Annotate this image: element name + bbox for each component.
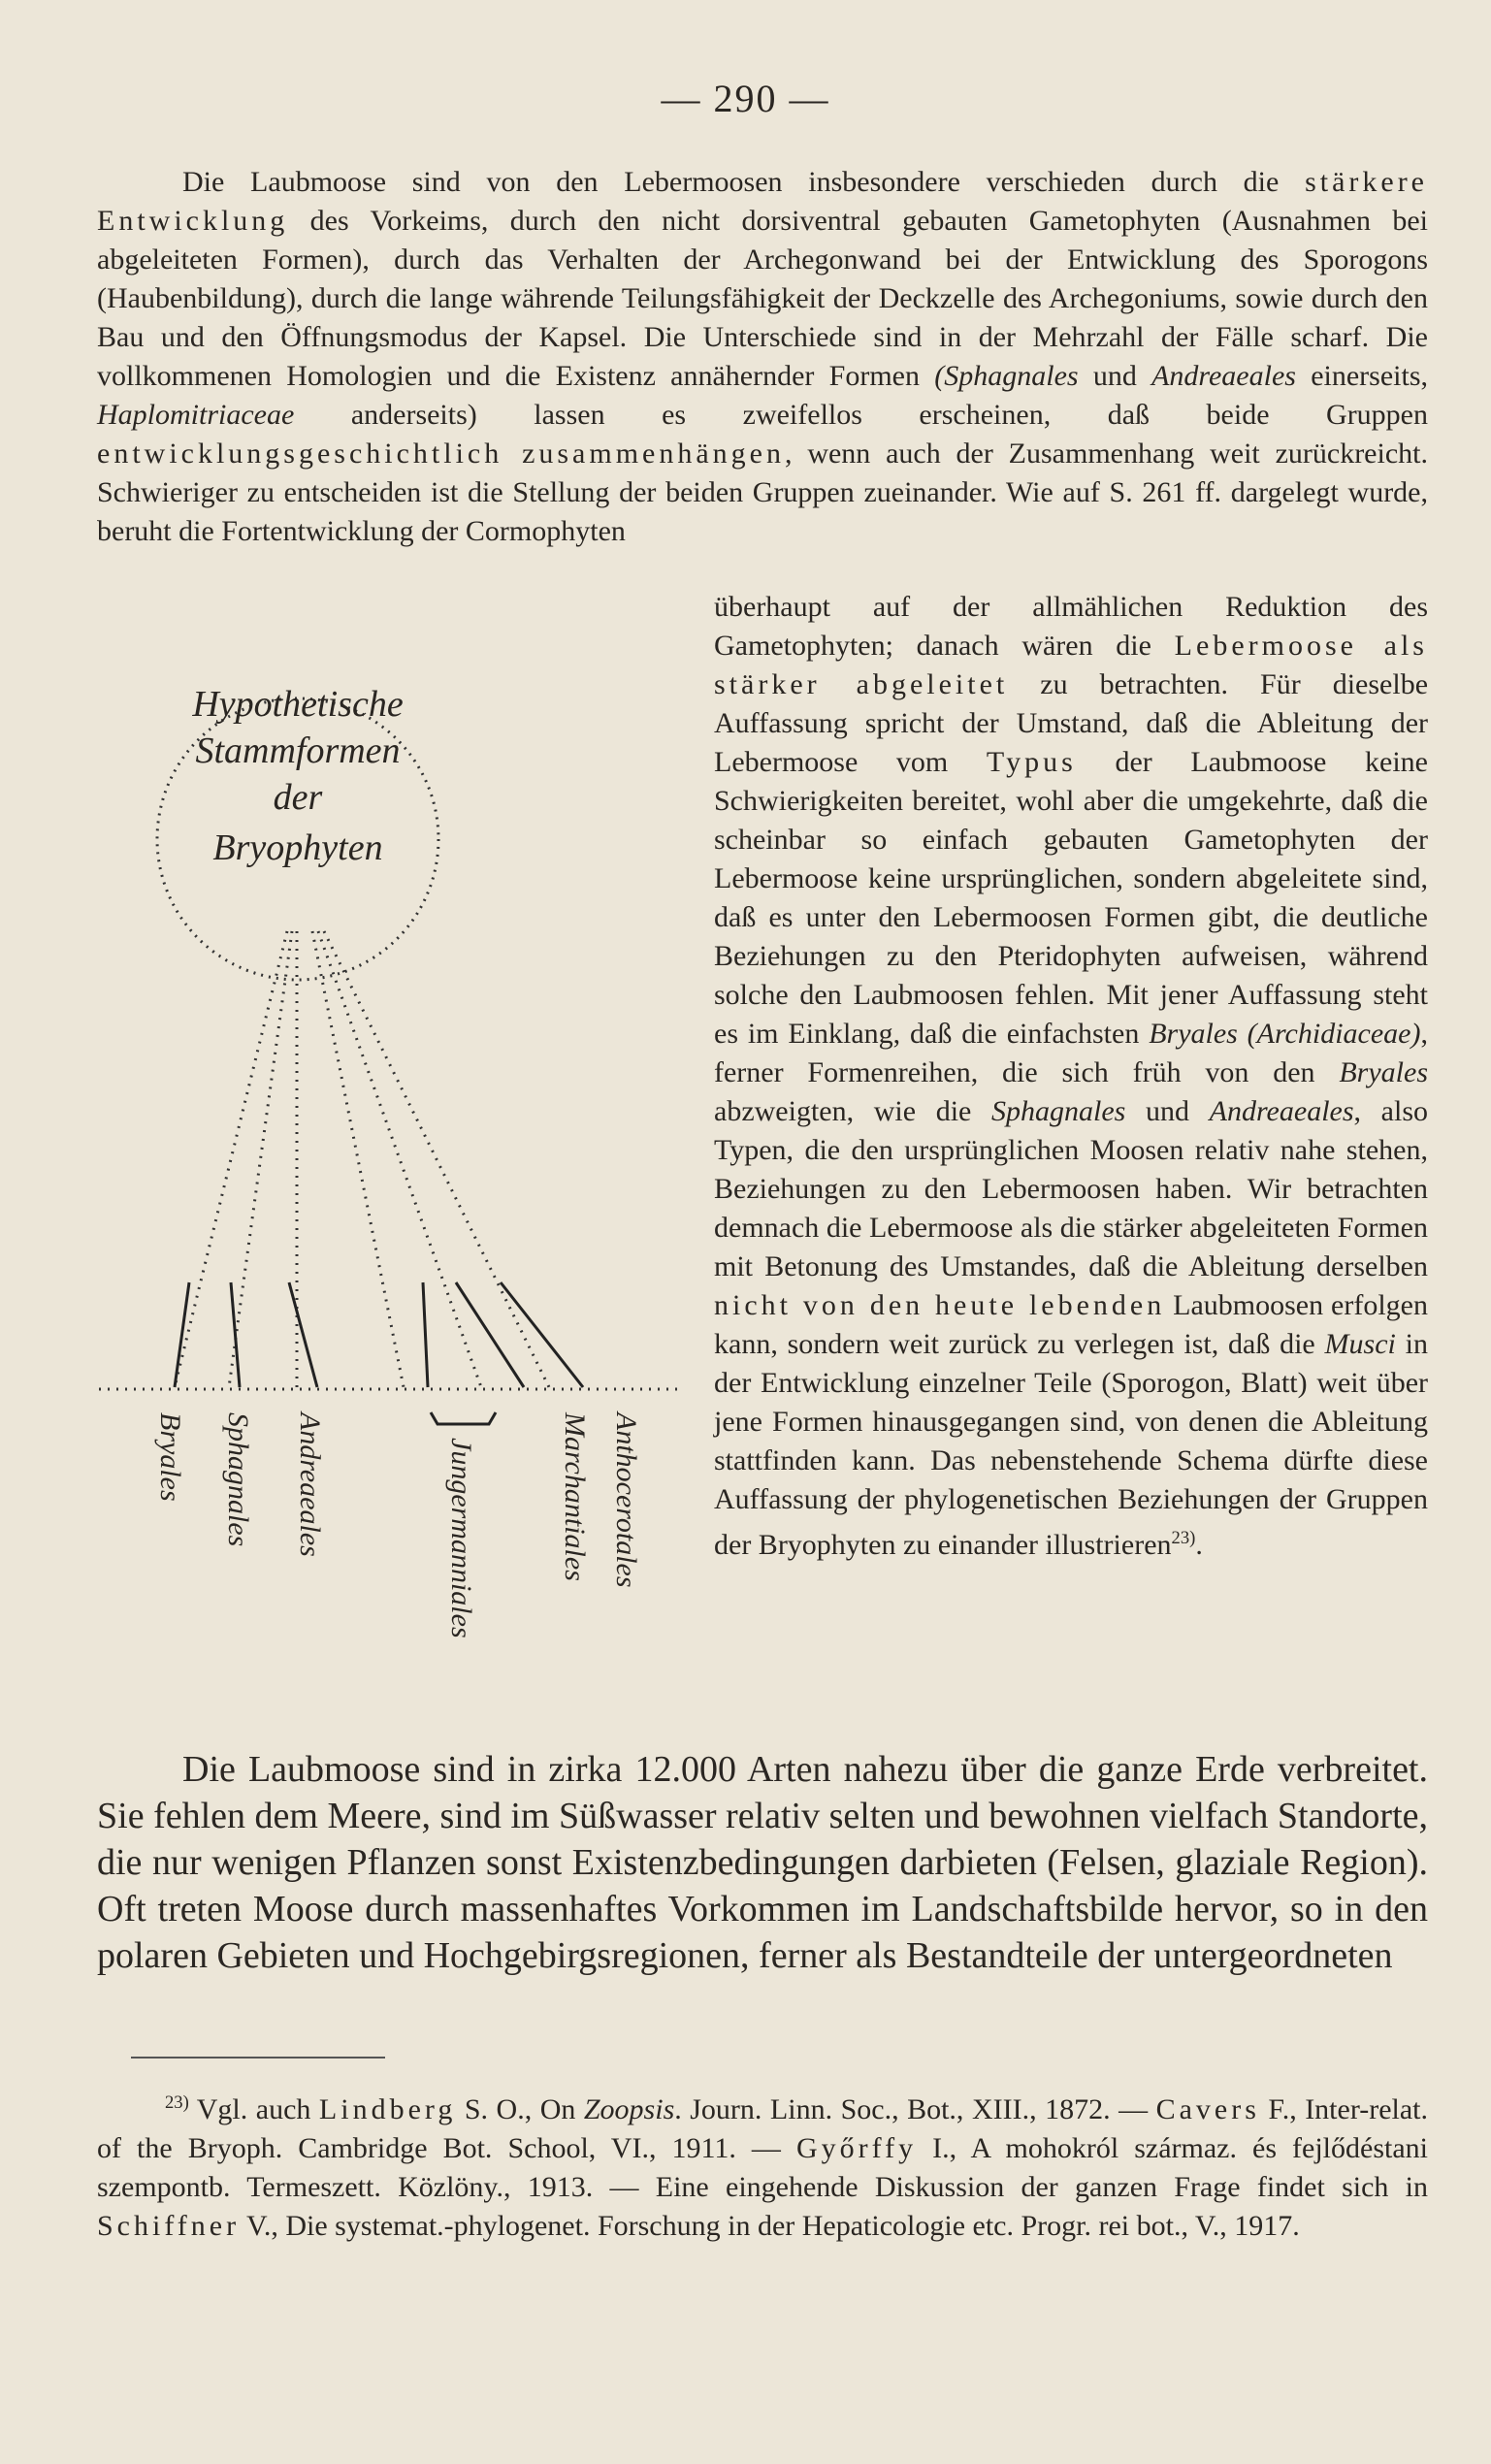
paragraph-side-run: überhaupt auf der allmählichen Reduktion des Gametophyten; danach wären die — [714, 591, 1428, 662]
dotted-branch-bryales — [175, 931, 287, 1387]
paragraph-side-run: , also Typen, die den ursprünglichen Moosen relativ nahe stehen, Beziehungen zu den Lebermoosen haben. Wir betrachten demnach die Lebermoose als die stärker abgeleiteten Formen mit Betonung des Umstandes, daß die Ableitung derselben — [714, 1095, 1428, 1282]
footnote-run: Győrffy — [795, 2132, 918, 2164]
dotted-branch-jungermanniales — [312, 931, 404, 1387]
paragraph-side-run: Bryales — [1339, 1056, 1428, 1088]
paragraph-top-run: Andreaeales — [1151, 360, 1296, 392]
paragraph-side-run: . — [1195, 1529, 1203, 1561]
footnote-run: V., Die systemat.-phylogenet. Forschung in der Hepaticologie etc. Progr. rei bot., V., 1917. — [240, 2210, 1300, 2242]
footnote-run: Schiffner — [97, 2210, 241, 2242]
paragraph-side-run: Typus — [986, 746, 1077, 778]
dotted-branch-sphagnales — [229, 931, 292, 1387]
solid-branch-jungermanniales — [423, 1282, 428, 1387]
footnote — [97, 2084, 1428, 2246]
paragraph-side — [714, 588, 1428, 1565]
label-marchantiales: Marchantiales — [559, 1412, 591, 1581]
paragraph-top-run: entwicklungsgeschichtlich zusammenhängen — [97, 438, 785, 470]
paragraph-side-run: Laubmoosen erfolgen kann, sondern weit zurück zu verlegen ist, daß die — [714, 1289, 1428, 1360]
footnote-run: Vgl. auch — [188, 2093, 319, 2125]
label-jungermanniales: Jungermanniales — [445, 1438, 477, 1638]
label-andreaeales: Andreaeales — [294, 1412, 326, 1557]
circle-line-1: Hypothetische — [192, 684, 404, 725]
solid-branch-andreaeales — [289, 1282, 317, 1387]
paragraph-big — [97, 1746, 1428, 1979]
dotted-branch-anthocerotales — [324, 931, 549, 1387]
footnote-run: Zoopsis — [583, 2093, 675, 2125]
paragraph-side-run: 23) — [1171, 1528, 1196, 1548]
paragraph-top-run: , wenn auch der Zusammenhang weit zurückreicht. Schwieriger zu entscheiden ist die Stellung der beiden Gruppen zueinander. Wie auf S. 261 ff. dargelegt wurde, beruht die Fortentwicklung der Cormophyten — [97, 438, 1428, 547]
paragraph-top-run: Haplomitriaceae — [97, 399, 295, 431]
footnote-run: F., Inter-relat. of the Bryoph. Cambridge Bot. School, VI., 1911. — — [97, 2093, 1429, 2164]
footnote-run: 23) — [165, 2092, 189, 2113]
circle-line-3: der — [273, 777, 323, 818]
paragraph-side-run: und — [1125, 1095, 1210, 1127]
paragraph-top-run: anderseits) lassen es zweifellos erscheinen, daß beide Gruppen — [294, 399, 1428, 431]
paragraph-side-run: in der Entwicklung einzelner Teile (Sporogon, Blatt) weit über jene Formen hinausgegangen sind, von denen die Ableitung stattfinden kann. Das nebenstehende Schema dürfte diese Auffassung der phylogenetischen Beziehungen der Gruppen der Bryophyten zu einander illustrieren — [714, 1328, 1428, 1561]
paragraph-top-run: Die Laubmoose sind von den Lebermoosen insbesondere verschieden durch die — [182, 166, 1306, 198]
label-anthocerotales: Anthocerotales — [610, 1412, 642, 1588]
paragraph-side-run: zu betrachten. Für dieselbe Auffassung spricht der Umstand, daß die Ableitung der Lebermoose vom — [714, 668, 1429, 778]
paragraph-top-run: des Vorkeims, durch den nicht dorsiventral gebauten Gametophyten (Ausnahmen bei abgeleiteten Formen), durch das Verhalten der Archegonwand bei der Entwicklung des Sporogons (Haubenbildung), durch die lange währende Teilungsfähigkeit der Deckzelle des Archegoniums, sowie durch den Bau und den Öffnungsmodus der Kapsel. Die Unterschiede sind in der Mehrzahl der Fälle scharf. Die vollkommenen Homologien und die Existenz annähernder Formen — [97, 205, 1428, 392]
paragraph-top-run: (Sphagnales — [934, 360, 1079, 392]
paragraph-side-run: Lebermoose als stärker abgeleitet — [714, 630, 1428, 700]
footnote-run: S. O., On — [456, 2093, 584, 2125]
paragraph-top-run: stärkere Entwicklung — [97, 166, 1428, 237]
solid-branch-bryales — [175, 1282, 189, 1387]
paragraph-top — [97, 163, 1428, 551]
phylogeny-diagram — [93, 611, 690, 1707]
footnote-run: . Journ. Linn. Soc., Bot., XIII., 1872. — — [674, 2093, 1156, 2125]
paragraph-top-run: und — [1078, 360, 1152, 392]
circle-line-4: Bryophyten — [212, 827, 383, 868]
footnote-run: Cavers — [1155, 2093, 1260, 2125]
paragraph-side-run: abzweigten, wie die — [714, 1095, 992, 1127]
jungermanniales-bracket — [431, 1412, 496, 1424]
paragraph-side-run: Sphagnales — [991, 1095, 1126, 1127]
paragraph-top-run: einerseits, — [1295, 360, 1428, 392]
footnote-run: Lindberg — [318, 2093, 457, 2125]
footnote-run: I., A mohokról származ. és fejlődéstani szempontb. Termeszett. Közlöny., 1913. — Eine eingehende Diskussion der ganzen Frage findet sich in — [97, 2132, 1428, 2203]
paragraph-side-run: Andreaeales — [1209, 1095, 1354, 1127]
dotted-branch-marchantiales — [318, 931, 481, 1387]
paragraph-big-run: Die Laubmoose sind in zirka 12.000 Arten nahezu über die ganze Erde verbreitet. Sie fehlen dem Meere, sind im Süßwasser relativ selten und bewohnen vielfach Standorte, die nur wenigen Pflanzen sonst Existenzbedingungen darbieten (Felsen, glaziale Region). Oft treten Moose durch massenhaftes Vorkommen im Landschaftsbilde hervor, so in den polaren Gebieten und Hochgebirgsregionen, ferner als Bestandteile der untergeordneten — [97, 1749, 1428, 1976]
paragraph-side-run: Musci — [1324, 1328, 1396, 1360]
page-number: — 290 — — [661, 77, 830, 120]
label-bryales: Bryales — [154, 1412, 186, 1502]
label-sphagnales: Sphagnales — [222, 1412, 254, 1547]
footnote-rule — [131, 2057, 385, 2059]
paragraph-side-run: nicht von den heute lebenden — [714, 1289, 1166, 1321]
solid-branch-sphagnales — [231, 1282, 240, 1387]
paragraph-side-run: der Laubmoose keine Schwierigkeiten bereitet, wohl aber die umgekehrte, daß die scheinbar so einfach gebauten Gametophyten der Lebermoose keine ursprünglichen, sondern abgeleitete sind, daß es unter den Lebermoosen Formen gibt, die deutliche Beziehungen zu den Pteridophyten aufweisen, während solche den Laubmoosen fehlen. Mit jener Auffassung steht es im Einklang, daß die einfachsten — [714, 746, 1428, 1050]
paragraph-side-run: Bryales (Archidiaceae) — [1149, 1018, 1421, 1050]
circle-line-2: Stammformen — [195, 730, 401, 771]
paragraph-side-run: , ferner Formenreihen, die sich früh von den — [714, 1018, 1428, 1088]
